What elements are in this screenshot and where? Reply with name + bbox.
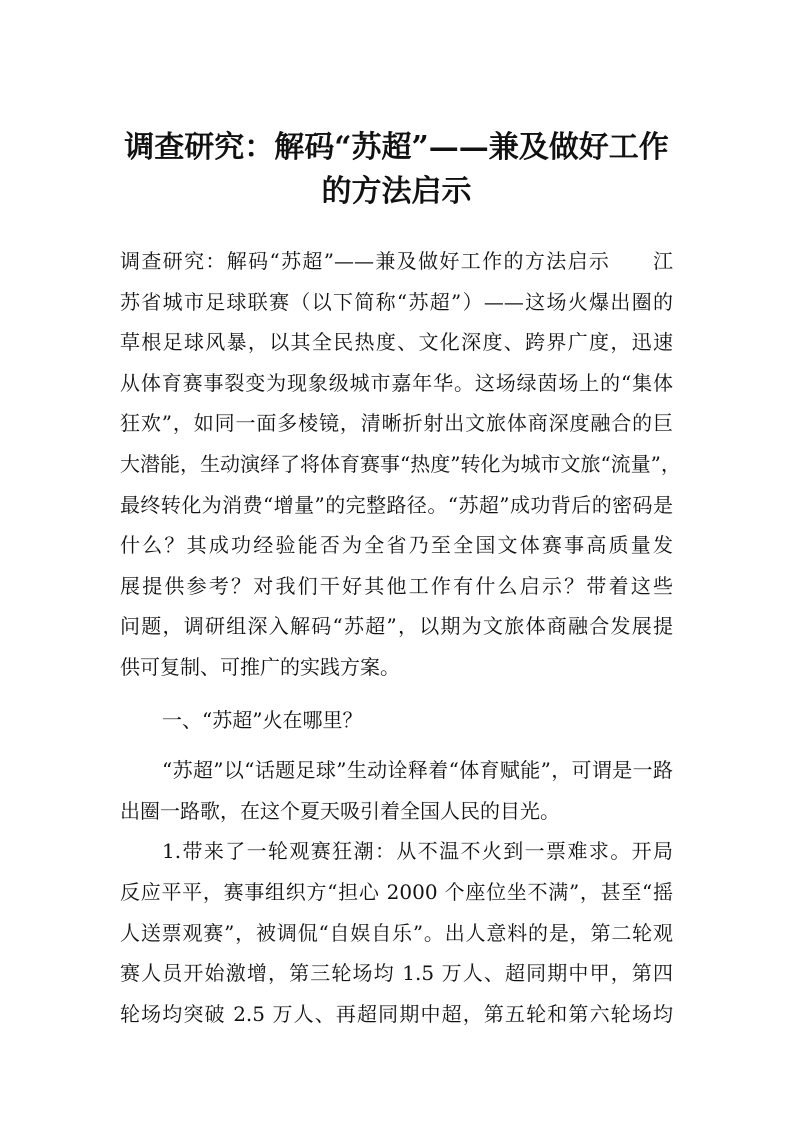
paragraph-line: 一、“苏超”火在哪里？ xyxy=(162,707,363,732)
paragraph-line: “苏超”以“话题足球”生动诠释着“体育赋能”，可谓是一路 xyxy=(162,758,673,783)
paragraph-line: 出圈一路歌，在这个夏天吸引着全国人民的目光。 xyxy=(120,798,560,823)
paragraph-line: 供可复制、可推广的实践方案。 xyxy=(120,654,400,679)
paragraph-line: 最终转化为消费“增量”的完整路径。“苏超”成功背后的密码是 xyxy=(120,492,673,517)
paragraph xyxy=(120,700,673,741)
paragraph-line: 草根足球风暴，以其全民热度、文化深度、跨界广度，迅速 xyxy=(120,330,673,355)
document-body xyxy=(120,241,681,1034)
paragraph-line: 轮场均突破 2.5 万人、再超同期中超，第五轮和第六轮场均 xyxy=(120,1001,673,1026)
document-title xyxy=(100,126,693,214)
paragraph-line: 狂欢”，如同一面多棱镜，清晰折射出文旅体商深度融合的巨 xyxy=(120,411,673,436)
paragraph-line: 大潜能，生动演绎了将体育赛事“热度”转化为城市文旅“流量”， xyxy=(120,451,681,476)
paragraph-line: 展提供参考？对我们干好其他工作有什么启示？带着这些 xyxy=(120,573,673,598)
title-line: 调查研究：解码“苏超”——兼及做好工作 xyxy=(124,130,669,165)
paragraph-line: 1.带来了一轮观赛狂潮：从不温不火到一票难求。开局 xyxy=(162,839,673,864)
paragraph xyxy=(120,241,681,688)
paragraph-line: 赛人员开始激增，第三轮场均 1.5 万人、超同期中甲，第四 xyxy=(120,961,673,986)
paragraph-line: 苏省城市足球联赛（以下简称“苏超”）——这场火爆出圈的 xyxy=(120,289,673,314)
paragraph xyxy=(120,750,673,831)
paragraph-line: 从体育赛事裂变为现象级城市嘉年华。这场绿茵场上的“集体 xyxy=(120,370,673,395)
paragraph-line: 调查研究：解码“苏超”——兼及做好工作的方法启示 江 xyxy=(120,249,673,273)
paragraph-line: 反应平平，赛事组织方“担心 2000 个座位坐不满”，甚至“摇 xyxy=(120,879,673,904)
paragraph-line: 什么？其成功经验能否为全省乃至全国文体赛事高质量发 xyxy=(120,533,673,558)
paragraph xyxy=(120,831,673,1034)
title-line: 的方法启示 xyxy=(321,174,472,209)
paragraph-line: 问题，调研组深入解码“苏超”，以期为文旅体商融合发展提 xyxy=(120,614,673,639)
paragraph-line: 人送票观赛”，被调侃“自娱自乐”。出人意料的是，第二轮观 xyxy=(120,920,673,945)
